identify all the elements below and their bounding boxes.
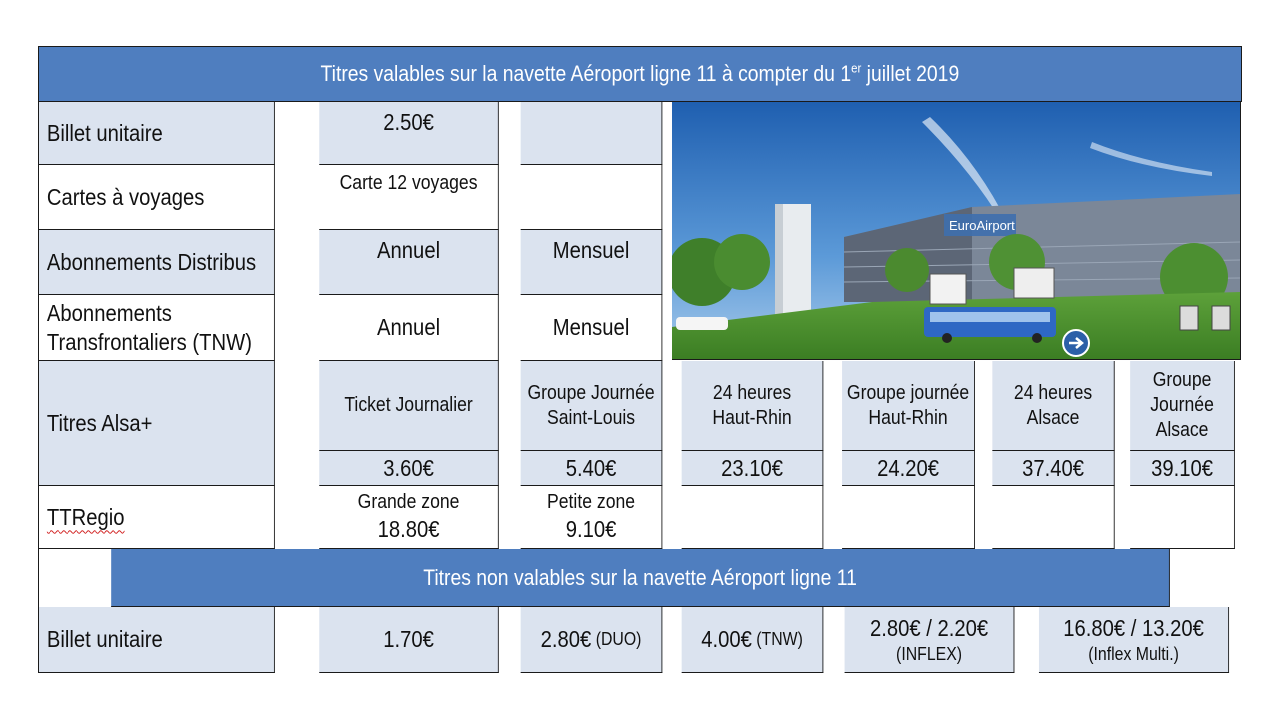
- alsa-price-1: 3.60€: [319, 451, 499, 486]
- ttregio-empty-4: [1130, 486, 1235, 549]
- invalid-price-3-note: (TNW): [751, 629, 803, 650]
- billet-unitaire-price: 2.50€: [319, 102, 499, 165]
- photo-illustration: [672, 102, 1241, 360]
- ttregio-empty-1: [682, 486, 824, 549]
- invalid-row-label: Billet unitaire: [39, 607, 275, 673]
- euroairport-photo: [672, 102, 1241, 360]
- distribus-annuel: Annuel: [319, 230, 499, 295]
- invalid-price-5-note: (Inflex Multi.): [1088, 643, 1179, 664]
- alsa-item-3-line1: 24 heures: [712, 381, 792, 404]
- alsa-item-2-line1: Groupe Journée: [527, 381, 655, 404]
- invalid-price-5-value: 16.80€ / 13.20€: [1063, 614, 1204, 641]
- alsa-item-2-line2: Saint-Louis: [547, 406, 636, 429]
- alsa-price-3: 23.10€: [682, 451, 824, 486]
- carte-12-voyages: Carte 12 voyages: [319, 165, 499, 230]
- billet-unitaire-empty: [521, 102, 663, 165]
- petite-zone-price: 9.10€: [565, 516, 617, 543]
- alsa-price-6: 39.10€: [1130, 451, 1235, 486]
- alsa-item-2: [521, 361, 663, 451]
- alsa-item-4-line1: Groupe journée: [846, 381, 970, 404]
- alsa-item-6-line2: Journée: [1150, 394, 1214, 416]
- invalid-price-5: [1039, 607, 1229, 673]
- ttregio-grande-zone: [319, 486, 499, 549]
- alsa-item-6-line3: Alsace: [1155, 419, 1209, 441]
- alsa-item-4: [842, 361, 975, 451]
- invalid-price-3-value: 4.00€: [701, 626, 752, 653]
- row-label-tnw: [39, 295, 275, 361]
- alsa-item-1: [319, 361, 499, 451]
- alsa-item-6: [1130, 361, 1235, 451]
- grande-zone-label: Grande zone: [357, 491, 460, 514]
- tnw-label-line1: Abonnements: [46, 299, 172, 326]
- distribus-mensuel: Mensuel: [521, 230, 663, 295]
- valid-header-text: Titres valables sur la navette Aéroport ligne 11 à compter du 1: [320, 61, 852, 87]
- row-label-ttregio: [39, 486, 275, 549]
- fares-table: [38, 46, 1242, 673]
- invalid-price-2-value: 2.80€: [540, 626, 592, 653]
- alsa-item-5: [992, 361, 1114, 451]
- ttregio-empty-3: [992, 486, 1114, 549]
- grande-zone-price: 18.80€: [377, 516, 440, 543]
- tnw-mensuel: Mensuel: [521, 295, 663, 361]
- invalid-titles-header: Titres non valables sur la navette Aéroport ligne 11: [111, 549, 1170, 607]
- invalid-price-2: [521, 607, 663, 673]
- alsa-item-3: [682, 361, 824, 451]
- row-label-alsa: Titres Alsa+: [39, 361, 275, 486]
- alsa-price-2: 5.40€: [521, 451, 663, 486]
- invalid-price-3: [682, 607, 824, 673]
- invalid-price-4-note: (INFLEX): [896, 643, 963, 664]
- tnw-label-line2: Transfrontaliers (TNW): [46, 328, 252, 355]
- row-label-billet-unitaire: Billet unitaire: [39, 102, 275, 165]
- invalid-price-4-value: 2.80€ / 2.20€: [869, 614, 989, 641]
- ttregio-empty-2: [842, 486, 975, 549]
- alsa-price-5: 37.40€: [992, 451, 1114, 486]
- alsa-item-4-line2: Haut-Rhin: [868, 406, 948, 429]
- alsa-item-3-line2: Haut-Rhin: [712, 406, 792, 429]
- valid-titles-header: [39, 47, 1242, 102]
- euroairport-sign: EuroAirport: [949, 218, 1015, 233]
- cartes-empty: [521, 165, 663, 230]
- invalid-price-2-note: (DUO): [591, 629, 642, 650]
- alsa-item-5-line2: Alsace: [1026, 406, 1080, 429]
- alsa-item-1-line1: Ticket Journalier: [344, 394, 473, 416]
- ttregio-petite-zone: [521, 486, 663, 549]
- invalid-price-4: [845, 607, 1015, 673]
- ttregio-label: TTRegio: [46, 503, 125, 530]
- alsa-price-4: 24.20€: [842, 451, 975, 486]
- petite-zone-label: Petite zone: [547, 491, 636, 514]
- valid-header-sup: er: [851, 60, 862, 76]
- tnw-annuel: Annuel: [319, 295, 499, 361]
- invalid-price-1: 1.70€: [319, 607, 499, 673]
- valid-header-date: juillet 2019: [861, 61, 960, 87]
- row-label-distribus: Abonnements Distribus: [39, 230, 275, 295]
- row-label-cartes-voyages: Cartes à voyages: [39, 165, 275, 230]
- alsa-item-5-line1: 24 heures: [1013, 381, 1093, 404]
- alsa-item-6-line1: Groupe: [1152, 369, 1212, 391]
